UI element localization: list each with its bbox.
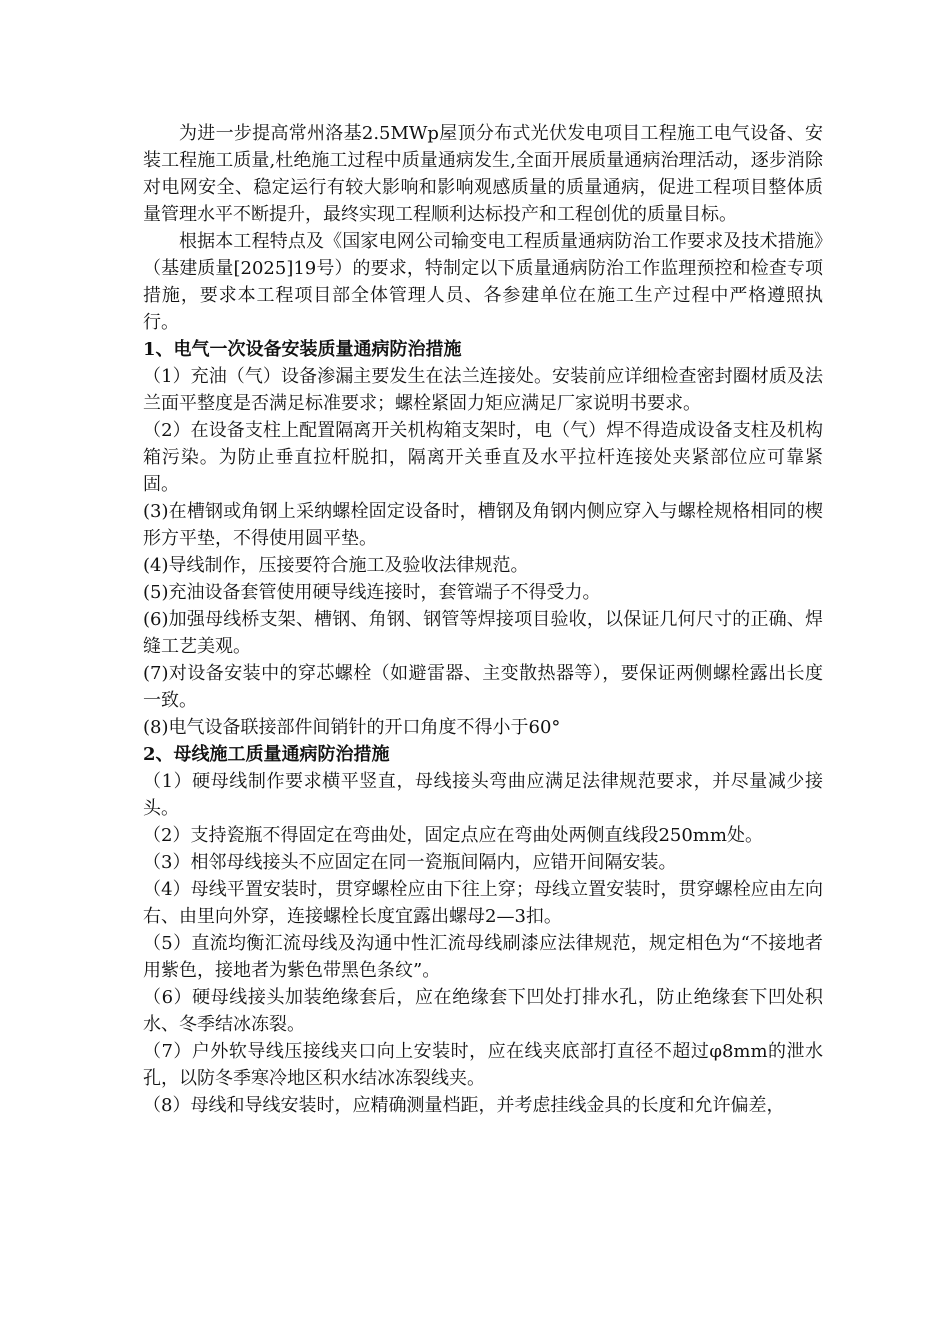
section-1-item-4: (4)导线制作，压接要符合施工及验收法律规范。: [143, 555, 529, 576]
section-2-item-5: （5）直流均衡汇流母线及沟通中性汇流母线刷漆应法律规范，规定相色为“不接地者用紫色，接地者为紫色带黑色条纹”。: [143, 933, 823, 981]
section-2-item-7: （7）户外软导线压接线夹口向上安装时，应在线夹底部打直径不超过φ8mm的泄水孔，以防冬季寒冷地区积水结冰冻裂线夹。: [143, 1041, 823, 1089]
section-1-item-3: (3)在槽钢或角钢上采纳螺栓固定设备时，槽钢及角钢内侧应穿入与螺栓规格相同的楔形方平垫，不得使用圆平垫。: [143, 501, 823, 549]
section-1-heading: 1、电气一次设备安装质量通病防治措施: [143, 339, 462, 360]
section-1-item-8: (8)电气设备联接部件间销针的开口角度不得小于60°: [143, 717, 561, 738]
section-1-item-5: (5)充油设备套管使用硬导线连接时，套管端子不得受力。: [143, 582, 601, 603]
section-2-item-3: （3）相邻母线接头不应固定在同一瓷瓶间隔内，应错开间隔安装。: [143, 852, 677, 873]
document-page: [143, 120, 823, 1119]
section-2-item-2: （2）支持瓷瓶不得固定在弯曲处，固定点应在弯曲处两侧直线段250mm处。: [143, 825, 763, 846]
section-1-item-2: （2）在设备支柱上配置隔离开关机构箱支架时，电（气）焊不得造成设备支柱及机构箱污染。为防止垂直拉杆脱扣，隔离开关垂直及水平拉杆连接处夹紧部位应可靠紧固。: [143, 420, 823, 495]
intro-paragraph-1: 为进一步提高常州洛基2.5MWp屋顶分布式光伏发电项目工程施工电气设备、安装工程施工质量,杜绝施工过程中质量通病发生,全面开展质量通病治理活动，逐步消除对电网安全、稳定运行有较大影响和影响观感质量的质量通病，促进工程项目整体质量管理水平不断提升，最终实现工程顺利达标投产和工程创优的质量目标。: [143, 123, 823, 225]
section-2-item-1: （1）硬母线制作要求横平竖直，母线接头弯曲应满足法律规范要求，并尽量减少接头。: [143, 771, 823, 819]
section-1-item-1: （1）充油（气）设备渗漏主要发生在法兰连接处。安装前应详细检查密封圈材质及法兰面平整度是否满足标准要求；螺栓紧固力矩应满足厂家说明书要求。: [143, 366, 823, 414]
section-2-item-8: （8）母线和导线安装时，应精确测量档距，并考虑挂线金具的长度和允许偏差，: [143, 1095, 785, 1116]
section-1-item-7: (7)对设备安装中的穿芯螺栓（如避雷器、主变散热器等），要保证两侧螺栓露出长度一致。: [143, 663, 823, 711]
section-2-item-4: （4）母线平置安装时，贯穿螺栓应由下往上穿；母线立置安装时，贯穿螺栓应由左向右、由里向外穿，连接螺栓长度宜露出螺母2—3扣。: [143, 879, 823, 927]
section-2-item-6: （6）硬母线接头加装绝缘套后，应在绝缘套下凹处打排水孔，防止绝缘套下凹处积水、冬季结冰冻裂。: [143, 987, 823, 1035]
section-1-item-6: (6)加强母线桥支架、槽钢、角钢、钢管等焊接项目验收，以保证几何尺寸的正确、焊缝工艺美观。: [143, 609, 823, 657]
section-2-heading: 2、母线施工质量通病防治措施: [143, 744, 390, 765]
intro-paragraph-2: 根据本工程特点及《国家电网公司输变电工程质量通病防治工作要求及技术措施》（基建质量[2025]19号）的要求，特制定以下质量通病防治工作监理预控和检查专项措施，要求本工程项目部全体管理人员、各参建单位在施工生产过程中严格遵照执行。: [143, 231, 823, 333]
